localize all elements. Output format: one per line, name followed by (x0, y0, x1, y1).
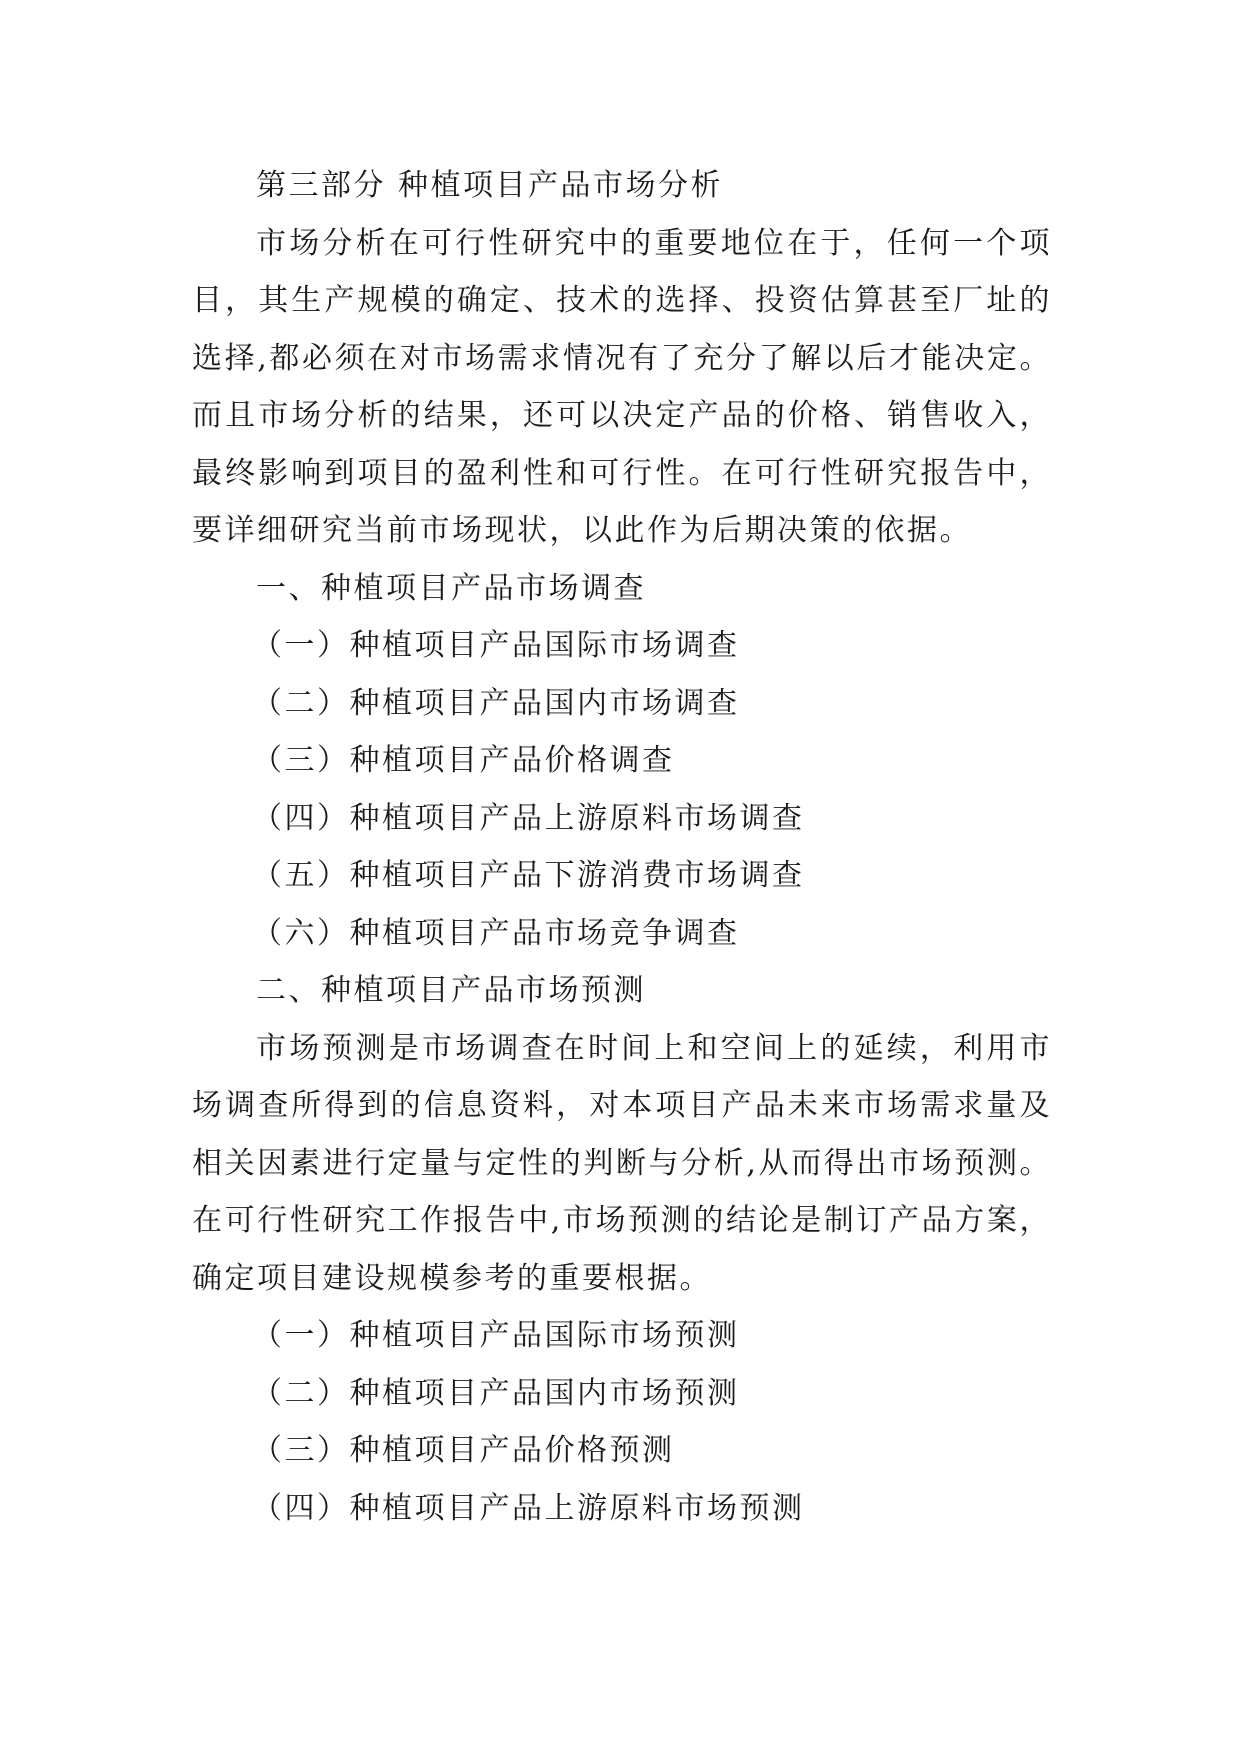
section-1-item: （二）种植项目产品国内市场调查 (252, 685, 740, 721)
intro-line: 最终影响到项目的盈利性和可行性。在可行性研究报告中， (192, 455, 1052, 491)
intro-line: 目，其生产规模的确定、技术的选择、投资估算甚至厂址的 (192, 283, 1052, 318)
section-1-item: （五）种植项目产品下游消费市场调查 (252, 858, 805, 893)
section-2-item: （四）种植项目产品上游原料市场预测 (252, 1490, 805, 1526)
section-1-item: （三）种植项目产品价格调查 (252, 743, 675, 778)
intro-line: 而且市场分析的结果，还可以决定产品的价格、销售收入， (192, 398, 1052, 433)
section-1-item: （一）种植项目产品国际市场调查 (252, 628, 740, 663)
section-1-title: 一、种植项目产品市场调查 (256, 570, 646, 606)
section-2-line: 市场预测是市场调查在时间上和空间上的延续，利用市 (256, 1030, 1052, 1066)
section-2-item: （三）种植项目产品价格预测 (252, 1433, 675, 1468)
section-2-line: 相关因素进行定量与定性的判断与分析,从而得出市场预测。 (192, 1145, 1052, 1181)
intro-line: 要详细研究当前市场现状，以此作为后期决策的依据。 (192, 513, 972, 548)
section-2-item: （二）种植项目产品国内市场预测 (252, 1375, 740, 1411)
section-2-item: （一）种植项目产品国际市场预测 (252, 1318, 740, 1353)
section-2-line: 在可行性研究工作报告中,市场预测的结论是制订产品方案， (192, 1203, 1052, 1238)
section-1-item: （四）种植项目产品上游原料市场调查 (252, 800, 805, 836)
document-body (192, 157, 1052, 1537)
section-2-line: 场调查所得到的信息资料，对本项目产品未来市场需求量及 (192, 1088, 1052, 1123)
part-heading: 第三部分 种植项目产品市场分析 (256, 168, 724, 203)
section-1-item: （六）种植项目产品市场竞争调查 (252, 915, 740, 951)
section-2-title: 二、种植项目产品市场预测 (256, 973, 646, 1008)
intro-line: 市场分析在可行性研究中的重要地位在于，任何一个项 (256, 225, 1052, 261)
intro-line: 选择,都必须在对市场需求情况有了充分了解以后才能决定。 (192, 340, 1052, 376)
section-2-line: 确定项目建设规模参考的重要根据。 (192, 1260, 712, 1296)
